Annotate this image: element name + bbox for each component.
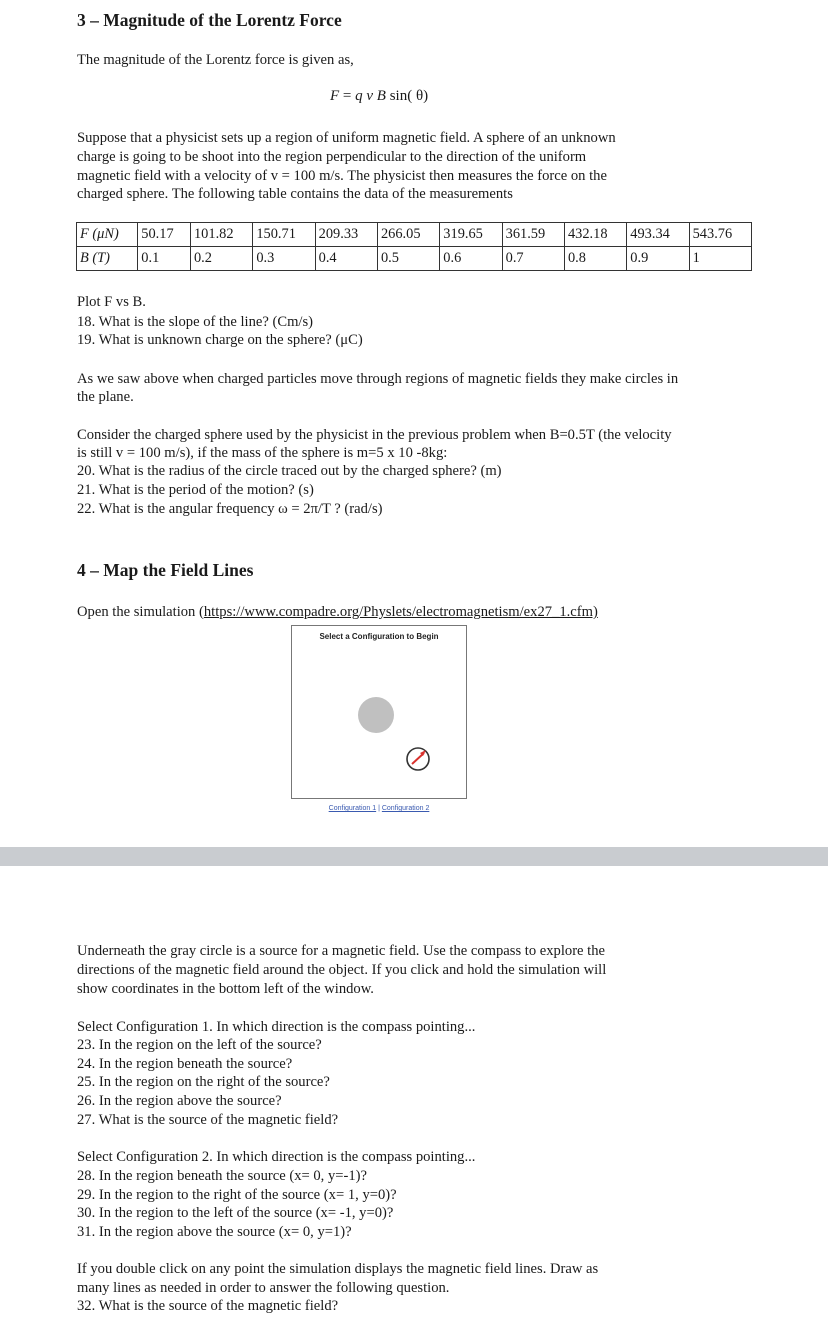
open-simulation-text: [77, 603, 598, 621]
simulation-link[interactable]: https://www.compadre.org/Physlets/electromagnetism/ex27_1.cfm): [203, 604, 598, 620]
compass-icon[interactable]: [405, 744, 433, 772]
table-cell: 0.2: [190, 247, 252, 271]
intro-text: The magnitude of the Lorentz force is given as,: [77, 52, 354, 68]
configuration-2-link[interactable]: Configuration 2: [381, 805, 430, 812]
eq-equals: =: [339, 88, 356, 104]
question-27: 27. What is the source of the magnetic field?: [77, 1112, 339, 1128]
simulation-window[interactable]: [291, 625, 467, 799]
para-line: directions of the magnetic field around the object. If you click and hold the simulation will: [77, 962, 607, 978]
question-18: 18. What is the slope of the line? (Cm/s): [77, 314, 314, 330]
table-cell: 0.4: [315, 247, 377, 271]
simulation-title: Select a Configuration to Begin: [319, 632, 439, 641]
table-cell: 0.6: [440, 247, 502, 271]
section-3-heading: 3 – Magnitude of the Lorentz Force: [77, 10, 342, 30]
table-cell: 543.76: [689, 223, 751, 247]
table-cell: 493.34: [627, 223, 689, 247]
para-line: magnetic field with a velocity of v = 100 m/s. The physicist then measures the force on the: [77, 168, 607, 184]
question-24: 24. In the region beneath the source?: [77, 1056, 293, 1072]
configuration-1-link[interactable]: Configuration 1: [328, 805, 377, 812]
page-divider-band: [0, 847, 828, 866]
para-line: If you double click on any point the simulation displays the magnetic field lines. Draw as: [77, 1261, 599, 1277]
para-line: charged sphere. The following table contains the data of the measurements: [77, 186, 513, 202]
row-label-field: B (T): [77, 247, 138, 271]
para-line: As we saw above when charged particles move through regions of magnetic fields they make circles in: [77, 371, 679, 387]
config1-intro: Select Configuration 1. In which direction is the compass pointing...: [77, 1019, 476, 1035]
magnetic-source-circle: [358, 697, 394, 733]
table-cell: 319.65: [440, 223, 502, 247]
question-29: 29. In the region to the right of the source (x= 1, y=0)?: [77, 1187, 397, 1203]
table-cell: 50.17: [138, 223, 191, 247]
table-cell: 0.8: [564, 247, 626, 271]
table-cell: 0.9: [627, 247, 689, 271]
question-31: 31. In the region above the source (x= 0, y=1)?: [77, 1224, 352, 1240]
table-cell: 209.33: [315, 223, 377, 247]
para-line: charge is going to be shoot into the region perpendicular to the direction of the uniform: [77, 149, 587, 165]
table-cell: 150.71: [253, 223, 315, 247]
question-20: 20. What is the radius of the circle traced out by the charged sphere? (m): [77, 463, 502, 479]
table-cell: 0.7: [502, 247, 564, 271]
eq-sin: sin( θ): [389, 88, 429, 104]
para-line: many lines as needed in order to answer the following question.: [77, 1280, 450, 1296]
eq-vars: q v B: [355, 88, 390, 104]
para-line: Suppose that a physicist sets up a region of uniform magnetic field. A sphere of an unknown: [77, 130, 616, 146]
row-label-force: F (μN): [77, 223, 138, 247]
table-row-force: [77, 223, 752, 247]
link-separator: |: [376, 805, 382, 812]
config2-intro: Select Configuration 2. In which direction is the compass pointing...: [77, 1149, 476, 1165]
question-22: 22. What is the angular frequency ω = 2π/T ? (rad/s): [77, 501, 383, 517]
table-cell: 266.05: [377, 223, 439, 247]
question-23: 23. In the region on the left of the source?: [77, 1037, 322, 1053]
table-cell: 361.59: [502, 223, 564, 247]
table-cell: 0.5: [377, 247, 439, 271]
table-cell: 1: [689, 247, 751, 271]
question-30: 30. In the region to the left of the source (x= -1, y=0)?: [77, 1205, 394, 1221]
plot-instruction: Plot F vs B.: [77, 294, 146, 310]
question-26: 26. In the region above the source?: [77, 1093, 282, 1109]
question-21: 21. What is the period of the motion? (s): [77, 482, 314, 498]
table-row-field: [77, 247, 752, 271]
question-32: 32. What is the source of the magnetic field?: [77, 1298, 339, 1314]
configuration-links: [291, 805, 467, 812]
para-line: Consider the charged sphere used by the physicist in the previous problem when B=0.5T (the velocity: [77, 427, 672, 443]
eq-lhs: F: [330, 88, 340, 104]
table-cell: 432.18: [564, 223, 626, 247]
question-28: 28. In the region beneath the source (x= 0, y=-1)?: [77, 1168, 367, 1184]
section-4-heading: 4 – Map the Field Lines: [77, 560, 254, 580]
table-cell: 0.3: [253, 247, 315, 271]
table-cell: 0.1: [138, 247, 191, 271]
question-19: 19. What is unknown charge on the sphere? (μC): [77, 332, 363, 348]
para-line: show coordinates in the bottom left of the window.: [77, 981, 374, 997]
para-line: is still v = 100 m/s), if the mass of the sphere is m=5 x 10 -8kg:: [77, 445, 448, 461]
open-prefix: Open the simulation (: [77, 604, 204, 620]
para-line: the plane.: [77, 389, 134, 405]
question-25: 25. In the region on the right of the source?: [77, 1074, 330, 1090]
table-cell: 101.82: [190, 223, 252, 247]
lorentz-equation: [330, 88, 428, 105]
measurement-table: [76, 222, 752, 271]
para-line: Underneath the gray circle is a source for a magnetic field. Use the compass to explore the: [77, 943, 606, 959]
